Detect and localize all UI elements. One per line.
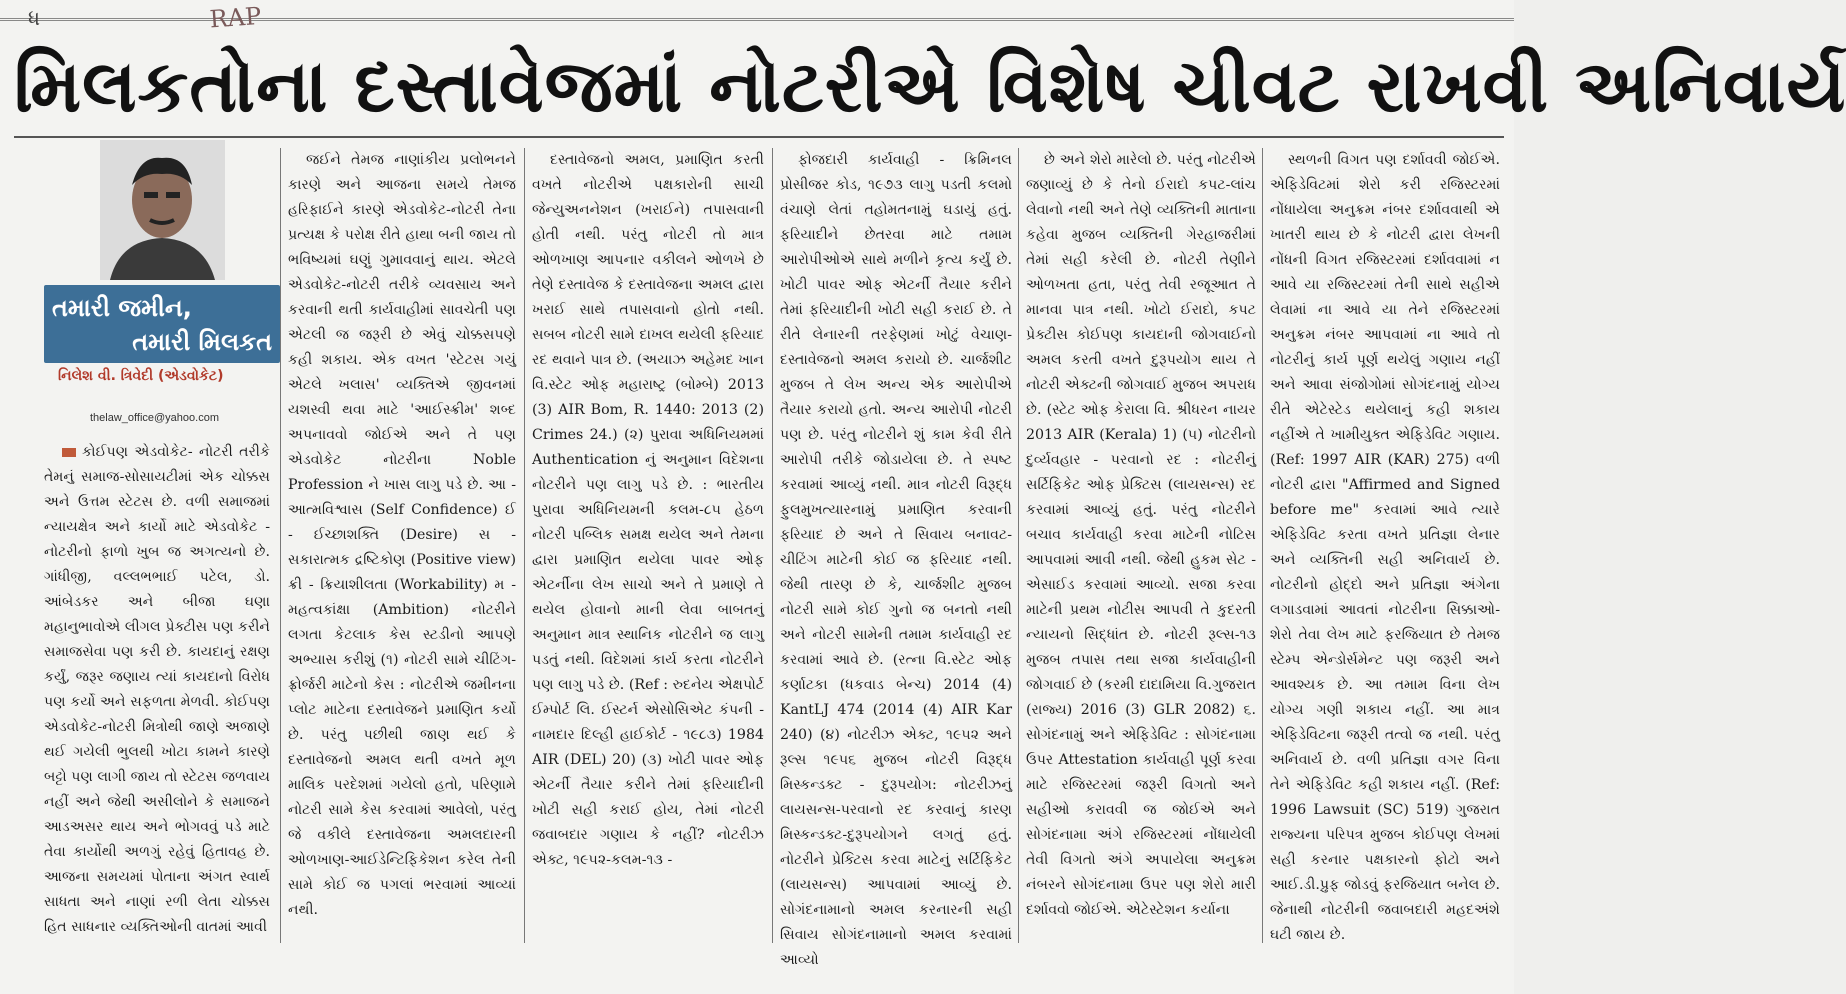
article-column-2 (288, 148, 516, 948)
handwritten-scribble: RAP (208, 1, 263, 34)
column-brand-box (44, 285, 280, 363)
headline: મિલકતોના દસ્તાવેજમાં નોટરીએ વિશેષ ચીવટ રાખવી અનિવાર્ય (14, 36, 1504, 138)
author-photo (100, 140, 225, 280)
article-column-1 (44, 440, 270, 940)
column-divider-2 (524, 148, 525, 943)
article-column-6 (1270, 148, 1500, 948)
author-portrait-icon (100, 140, 225, 280)
column-divider-4 (1018, 148, 1019, 943)
column-5-text: છે અને શેરો મારેલો છે. પરંતુ નોટરીએ જણાવ્યું છે કે તેનો ઈરાદો કપટ-લાંચ લેવાનો નથી અને તેણે વ્યક્તિની માતાના કહેવા મુજબ વ્યક્તિની ગેરહાજરીમાં તેમાં સહી કરેલી છે. નોટરી તેણીને ઓળખતા હતા, પરંતુ તેવી રજૂઆત તે માનવા પાત્ર નથી. ખોટો ઈરાદો, કપટ પ્રેક્ટીસ કોઈપણ કાયદાની જોગવાઈનો અમલ કરતી વખતે દુરૂપયોગ થાય તે નોટરી એક્ટની જોગવાઈ મુજબ અપરાધ છે. (સ્ટેટ ઓફ કેરાલા વિ. શ્રીધરન નાયર 2013 AIR (Kerala) 1) (૫) નોટરીનો દુર્વ્યવહાર - પરવાનો રદ : નોટરીનું સર્ટિફિકેટ ઓફ પ્રેક્ટિસ (લાયસન્સ) રદ કરવામાં આવ્યું હતું. પરંતુ નોટરીને બચાવ કાર્યવાહી કરવા માટેની નોટિસ આપવામાં આવી નથી. જેથી હુકમ સેટ - એસાઈડ કરવામાં આવ્યો. સજા કરવા માટેની પ્રથમ નોટીસ આપવી તે કુદરતી ન્યાયનો સિદ્ધાંત છે. નોટરી રૂલ્સ-૧૩ મુજબ તપાસ તથા સજા કાર્યવાહીની જોગવાઈ છે (કરમી દાદામિયા વિ.ગુજરાત (રાજ્ય) 2016 (3) GLR 2082) ૬. સોગંદનામું અને એફિડેવિટ : સોગંદનામા ઉપર Attestation કાર્યવાહી પૂર્ણ કરવા માટે રજિસ્ટરમાં જરૂરી વિગતો અને સહીઓ કરાવવી જ જોઈએ અને સોગંદનામા અંગે રજિસ્ટરમાં નોંધાયેલી તેવી વિગતો અંગે અપાયેલા અનુક્રમ નંબરને સોગંદનામા ઉપર પણ શેરો મારી દર્શાવવો જોઈએ. એટેસ્ટેશન કર્યાના (1026, 152, 1256, 918)
column-divider-1 (280, 148, 281, 943)
column-2-text: જઈને તેમજ નાણાંકીય પ્રલોભનને કારણે અને આજના સમયે તેમજ હરિફાઈને કારણે એડવોકેટ-નોટરી તેના પ્રત્યક્ષ કે પરોક્ષ રીતે હાથા બની જાય તો ભવિષ્યમાં ઘણું ગુમાવવાનું થાય. એટલે એડવોકેટ-નોટરી તરીકે વ્યવસાય અને કરવાની થતી કાર્યવાહીમાં સાવચેતી પણ એટલી જ જરૂરી છે એવું ચોક્કસપણે કહી શકાય. એક વખત 'સ્ટેટસ ગયું એટલે ખલાસ' વ્યક્તિએ જીવનમાં યશસ્વી થવા માટે 'આઈસ્ક્રીમ' શબ્દ અપનાવવો જોઈએ અને તે પણ એડવોકેટ નોટરીના Noble Profession ને ખાસ લાગુ પડે છે. આ - આત્મવિશ્વાસ (Self Confidence) ઈ - ઈચ્છાશક્તિ (Desire) સ - સકારાત્મક દ્રષ્ટિકોણ (Positive view) ક્રી - ક્રિયાશીલતા (Workability) મ - મહત્વકાંક્ષા (Ambition) નોટરીને લગતા કેટલાક કેસ સ્ટડીનો આપણે અભ્યાસ કરીશું (૧) નોટરી સામે ચીટિંગ-ફ્રોર્જરી માટેનો કેસ : નોટરીએ જમીનના પ્લોટ માટેના દસ્તાવેજને પ્રમાણિત કર્યો છે. પરંતુ પછીથી જાણ થઈ કે દસ્તાવેજનો અમલ થતી વખતે મૂળ માલિક પરદેશમાં ગયેલો હતો, પરિણામે નોટરી સામે કેસ કરવામાં આવેલો, પરંતુ જે વકીલે દસ્તાવેજના અમલદારની ઓળખાણ-આઈડેન્ટિફિકેશન કરેલ તેની સામે કોઈ જ પગલાં ભરવામાં આવ્યાં નથી. (288, 152, 516, 918)
column-3-text: દસ્તાવેજનો અમલ, પ્રમાણિત કરતી વખતે નોટરીએ પક્ષકારોની સાચી જેન્યુઅનનેશન (ખરાઈને) તપાસવાની હોતી નથી. પરંતુ નોટરી તો માત્ર ઓળખાણ આપનાર વકીલને ઓળખે છે તેણે દસ્તાવેજ કે દસ્તાવેજના અમલ દ્વારા ખરાઈ સાથે તપાસવાનો હોતો નથી. સબબ નોટરી સામે દાખલ થયેલી ફરિયાદ રદ થવાને પાત્ર છે. (અયાઝ અહેમદ ખાન વિ.સ્ટેટ ઓફ મહારાષ્ટ્ર (બોમ્બે) 2013 (3) AIR Bom, R. 1440: 2013 (2) Crimes 24.) (૨) પુરાવા અધિનિયમમાં Authentication નું અનુમાન વિદેશના નોટરીને પણ લાગુ પડે છે. : ભારતીય પુરાવા અધિનિયમની કલમ-૮૫ હેઠળ નોટરી પબ્લિક સમક્ષ થયેલ અને તેમના દ્વારા પ્રમાણિત થયેલા પાવર ઓફ એટર્નીના લેખ સાચો અને તે પ્રમાણે તે થયેલ હોવાનો માની લેવા બાબતનું અનુમાન માત્ર સ્થાનિક નોટરીને જ લાગુ પડતું નથી. વિદેશમાં કાર્ય કરતા નોટરીને પણ લાગુ પડે છે. (Ref : રુદનેય એક્ષપોર્ટ ઈમ્પોર્ટ લિ. ઈસ્ટર્ન એસોસિએટ કંપની - નામદાર દિલ્હી હાઈકોર્ટ - ૧૯૮૩) 1984 AIR (DEL) 20) (૩) ખોટી પાવર ઓફ એટર્ની તૈયાર કરીને તેમાં ફરિયાદીની ખોટી સહી કરાઈ હોય, તેમાં નોટરી જવાબદાર ગણાય કે નહીં? નોટરીઝ એક્ટ, ૧૯૫૨-કલમ-૧૩ - (532, 152, 764, 868)
article-column-5 (1026, 148, 1256, 948)
brand-line-2: તમારી મિલકત (132, 328, 272, 356)
author-email: thelaw_office@yahoo.com (90, 412, 219, 424)
column-6-text: સ્થળની વિગત પણ દર્શાવવી જોઈએ. એફિડેવિટમાં શેરો કરી રજિસ્ટરમાં નોંધાયેલા અનુક્રમ નંબર દર્શાવવાથી એ ખાતરી થાય છે કે નોટરી દ્વારા લેખની નોંધની વિગત રજિસ્ટરમાં દર્શાવવામાં ન આવે યા રજિસ્ટરમાં તેની સાથે સહીએ લેવામાં ના આવે યા તેને રજિસ્ટરમાં અનુક્રમ નંબર આપવામાં ના આવે તો નોટરીનું કાર્ય પૂર્ણ થયેલું ગણાય નહીં અને આવા સંજોગોમાં સોગંદનામું યોગ્ય રીતે એટેસ્ટેડ થયેલાનું કહી શકાય નહીંએ તે ખામીયુક્ત એફિડેવિટ ગણાય. (Ref: 1997 AIR (KAR) 275) વળી નોટરી દ્વારા "Affirmed and Signed before me" કરવામાં આવે ત્યારે એફિડેવિટ કરતા વખતે પ્રતિજ્ઞા લેનાર અને વ્યક્તિની સહી અનિવાર્ય છે. નોટરીનો હોદ્દો અને પ્રતિજ્ઞા અંગેના લગાડવામાં આવતાં નોટરીના સિક્કાઓ-શેરો તેવા લેખ માટે ફરજિયાત છે તેમજ સ્ટેમ્પ એન્ડોર્સમેન્ટ પણ જરૂરી અને આવશ્યક છે. આ તમામ વિના લેખ યોગ્ય ગણી શકાય નહીં. આ માત્ર એફિડેવિટના જરૂરી તત્વો જ નથી. પરંતુ અનિવાર્ય છે. વળી પ્રતિજ્ઞા વગર વિના તેને એફિડેવિટ કહી શકાય નહીં. (Ref: 1996 Lawsuit (SC) 519) ગુજરાત રાજ્યના પરિપત્ર મુજબ કોઈપણ લેખમાં સહી કરનાર પક્ષકારનો ફોટો અને આઈ.ડી.પ્રુફ જોડવું ફરજિયાત બનેલ છે. જેનાથી નોટરીની જવાબદારી મહદઅંશે ઘટી જાય છે. (1270, 152, 1500, 943)
column-divider-3 (772, 148, 773, 943)
brand-line-1: તમારી જમીન, (52, 294, 192, 322)
bullet-square-icon (62, 448, 76, 457)
column-4-text: ફોજદારી કાર્યવાહી - ક્રિમિનલ પ્રોસીજર કોડ, ૧૯૭૩ લાગુ પડતી કલમો વંચાણે લેતાં તહોમતનામું ઘડાયું હતું. ફરિયાદીને છેતરવા માટે તમામ આરોપીઓએ સાથે મળીને કૃત્ય કર્યું છે. ખોટી પાવર ઓફ એટર્ની તૈયાર કરીને તેમાં ફરિયાદીની ખોટી સહી કરાઈ છે. તે રીતે લેનારની તરફેણમાં ખોટું વેચાણ- દસ્તાવેજનો અમલ કરાયો છે. ચાર્જશીટ મુજબ તે લેખ અન્ય એક આરોપીએ તૈયાર કરાયો હતો. અન્ય આરોપી નોટરી પણ છે. પરંતુ નોટરીને શું કામ કેવી રીતે આરોપી તરીકે જોડાયેલા છે. તે સ્પષ્ટ કરવામાં આવ્યું નથી. માત્ર નોટરી વિરૂદ્ધ ફુલમુખત્યારનામું પ્રમાણિત કરવાની ફરિયાદ છે અને તે સિવાય બનાવટ-ચીટિંગ માટેની કોઈ જ ફરિયાદ નથી. જેથી તારણ છે કે, ચાર્જશીટ મુજબ નોટરી સામે કોઈ ગુનો જ બનતો નથી અને નોટરી સામેની તમામ કાર્યવાહી રદ કરવામાં આવે છે. (રત્ના વિ.સ્ટેટ ઓફ કર્ણાટકા (ધકવાડ બેન્ચ) 2014 (4) KantLJ 474 (2014 (4) AIR Kar 240) (૪) નોટરીઝ એક્ટ, ૧૯૫૨ અને રૂલ્સ ૧૯૫૬ મુજબ નોટરી વિરૂદ્ધ મિસ્કન્ડક્ટ - દુરૂપયોગ: નોટરીઝનું લાયસન્સ-પરવાનો રદ કરવાનું કારણ મિસ્કન્ડક્ટ-દુરૂપયોગને લગતું હતું. નોટરીને પ્રેક્ટિસ કરવા માટેનું સર્ટિફિકેટ (લાયસન્સ) આપવામાં આવ્યું છે. સોગંદનામાનો અમલ કરનારની સહી સિવાય સોગંદનામાનો અમલ કરવામાં આવ્યો (780, 152, 1012, 968)
author-byline: નિલેશ વી. ત્રિવેદી (એડવોકેટ) (58, 368, 224, 384)
author-block (40, 140, 280, 440)
column-divider-5 (1262, 148, 1263, 943)
article-column-3 (532, 148, 764, 948)
corner-mark: ધ (28, 6, 40, 30)
column-1-text: કોઈપણ એડવોકેટ- નોટરી તરીકે તેમનું સમાજ-સોસાયટીમાં એક ચોક્કસ અને ઉત્તમ સ્ટેટસ છે. વળી સમાજમાં ન્યાયક્ષેત્ર અને કાર્યો માટે એડવોકેટ - નોટરીનો ફાળો ખુબ જ અગત્યનો છે. ગાંધીજી, વલ્લભભાઈ પટેલ, ડો. આંબેડકર અને બીજા ઘણા મહાનુભાવોએ લીગલ પ્રેક્ટીસ પણ કરીને સમાજસેવા પણ કરી છે. કાયદાનું રક્ષણ કર્યું, જરૂર જણાય ત્યાં કાયદાનો વિરોધ પણ કર્યો અને સફળતા મેળવી. કોઈપણ એડવોકેટ-નોટરી મિત્રોથી જાણે અજાણે થઈ ગયેલી ભુલથી ખોટા કામને કારણે બટ્ટો પણ લાગી જાય તો સ્ટેટસ જળવાય નહીં અને જેથી અસીલોને કે સમાજને આડઅસર થાય અને ભોગવવું પડે માટે તેવા કાર્યોથી અળગું રહેવું હિતાવહ છે. આજના સમયમાં પોતાના અંગત સ્વાર્થ સાધતા અને નાણાં રળી લેતા ચોક્કસ હિત સાધનાર વ્યક્તિઓની વાતમાં આવી (44, 444, 270, 935)
article-column-4 (780, 148, 1012, 968)
